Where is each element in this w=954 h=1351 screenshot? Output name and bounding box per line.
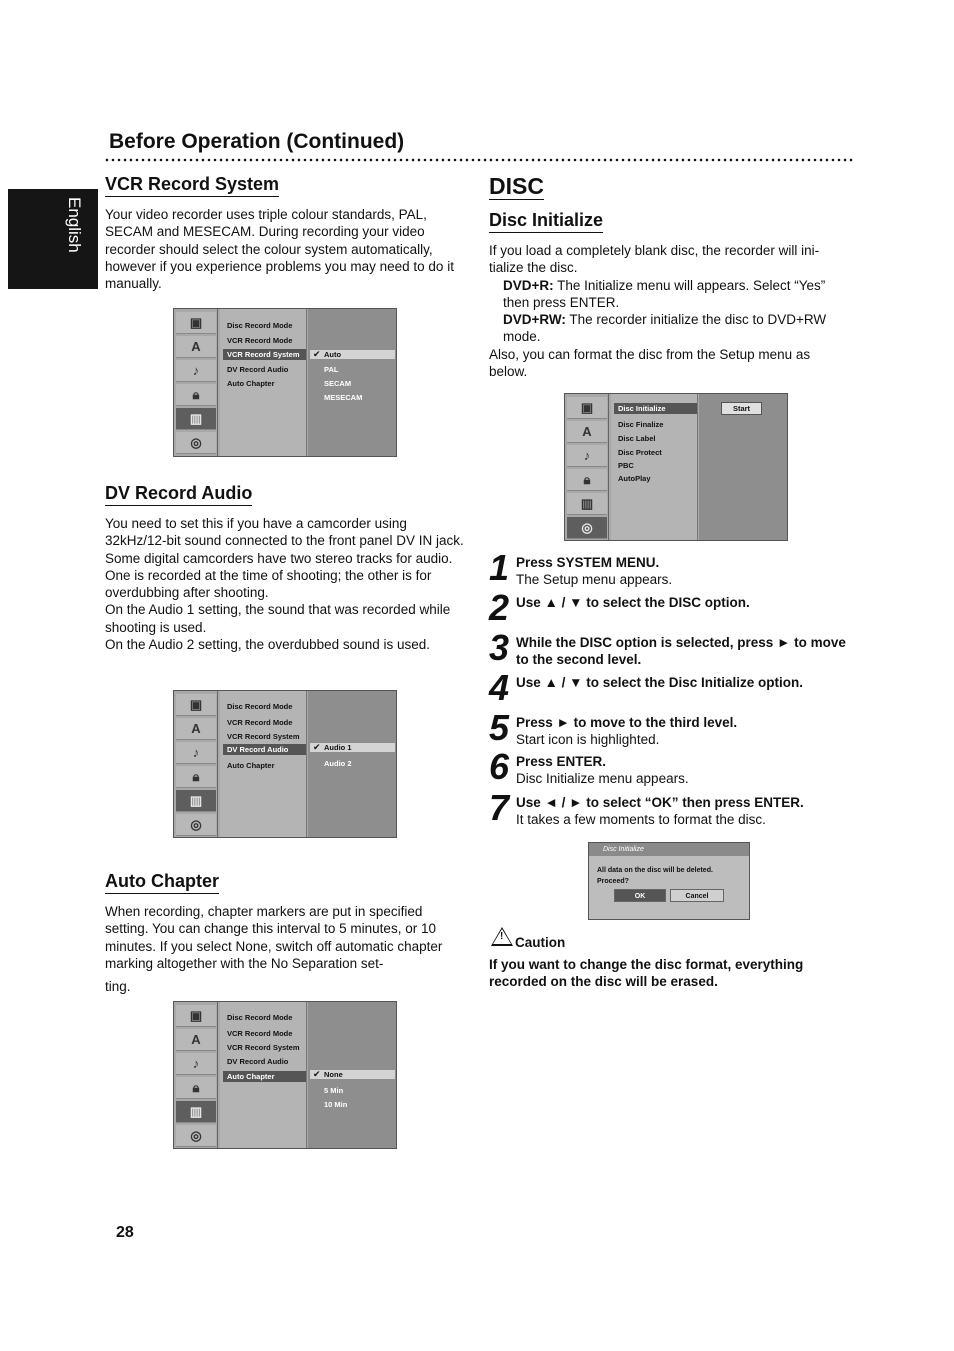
menu-icon-column: [174, 691, 218, 837]
audio-icon: ♪: [567, 445, 607, 467]
dvdr-text: The Initialize menu will appears. Select “Yes” then press ENTER.: [503, 277, 826, 310]
language-icon: A: [176, 718, 216, 740]
recording-icon: ▥: [176, 790, 216, 812]
menu-item: AutoPlay: [618, 474, 651, 483]
step-number: 2: [489, 587, 508, 628]
recording-icon: ▥: [567, 493, 607, 515]
disc-heading: DISC: [489, 173, 544, 199]
check-icon: ✔: [313, 349, 321, 359]
step-number: 4: [489, 667, 508, 708]
menu-option: PAL: [324, 365, 339, 374]
step-instruction: Use ▲ / ▼ to select the Disc Initialize option.: [516, 675, 804, 690]
lock-icon: 🔒︎: [567, 469, 607, 491]
menu-item: DV Record Audio: [227, 1057, 289, 1066]
audio-icon: ♪: [176, 360, 216, 382]
start-button: Start: [721, 402, 762, 415]
menu-item: Auto Chapter: [227, 379, 275, 388]
menu-option-selected: None: [310, 1070, 395, 1079]
lock-icon: 🔒︎: [176, 766, 216, 788]
lock-icon: 🔒︎: [176, 384, 216, 406]
step-number: 6: [489, 746, 508, 787]
menu-icon-column: [174, 309, 218, 456]
menu-item-selected: DV Record Audio: [223, 744, 306, 755]
disc-outro: Also, you can format the disc from the Setup menu as below.: [489, 346, 811, 380]
menu-option: Audio 2: [324, 759, 352, 768]
menu-item: Disc Record Mode: [227, 321, 293, 330]
menu-item-selected: Disc Initialize: [614, 403, 697, 414]
page-title: Before Operation (Continued): [109, 130, 405, 153]
menu-item: VCR Record System: [227, 732, 300, 741]
menu-options-column: [308, 691, 396, 837]
step-text: [516, 554, 846, 589]
cancel-button: Cancel: [670, 889, 724, 902]
caution-text: If you want to change the disc format, everything recorded on the disc will be erased.: [489, 957, 804, 990]
dv-record-audio-line: On the Audio 2 setting, the overdubbed sound is used.: [105, 637, 430, 653]
caution-label: Caution: [515, 935, 566, 950]
menu-item: Disc Label: [618, 434, 656, 443]
step-instruction: Press ► to move to the third level.: [516, 715, 738, 730]
disc-initialize-body: [489, 242, 851, 380]
dv-record-audio-body: [105, 515, 469, 653]
lock-icon: 🔒︎: [176, 1077, 216, 1099]
step-result: Disc Initialize menu appears.: [516, 771, 689, 787]
audio-icon: ♪: [176, 1053, 216, 1075]
menu-item: Auto Chapter: [227, 761, 275, 770]
tv-icon: ▣: [176, 312, 216, 334]
menu-item: Disc Record Mode: [227, 702, 293, 711]
step-instruction: Use ▲ / ▼ to select the DISC option.: [516, 595, 750, 610]
audio-icon: ♪: [176, 742, 216, 764]
step-text: [516, 794, 846, 829]
menu-option: 5 Min: [324, 1086, 344, 1095]
dialog-message: [597, 865, 713, 887]
step-instruction: While the DISC option is selected, press ► to move to the second level.: [516, 635, 846, 668]
tv-icon: ▣: [567, 397, 607, 419]
menu-item: Disc Protect: [618, 448, 662, 457]
menu-options-column: [308, 309, 396, 456]
language-icon: A: [176, 1029, 216, 1051]
dvdrw-label: DVD+RW:: [503, 312, 566, 328]
warning-icon: !: [491, 927, 513, 946]
dvdr-paragraph: [489, 277, 851, 312]
disc-icon: ◎: [567, 517, 607, 539]
disc-icon: ◎: [176, 814, 216, 836]
disc-initialize-heading: Disc Initialize: [489, 210, 603, 233]
menu-option-selected: Audio 1: [310, 743, 395, 752]
menu-icon-column: [565, 394, 609, 540]
ok-button: OK: [614, 889, 666, 902]
vcr-record-system-body: Your video recorder uses triple colour standards, PAL, SECAM and MESECAM. During recording your video recorder should select the colour system automatically, however if you experience problems you may need to do it manually.: [105, 207, 454, 292]
disc-initialize-menu: [564, 393, 788, 541]
step-result: It takes a few moments to format the disc.: [516, 812, 766, 828]
menu-options-column: [699, 394, 787, 540]
menu-icon-column: [174, 1002, 218, 1148]
vcr-record-system-heading: VCR Record System: [105, 174, 279, 197]
menu-item: VCR Record Mode: [227, 1029, 293, 1038]
menu-item: Disc Record Mode: [227, 1013, 293, 1022]
disc-intro: If you load a completely blank disc, the recorder will ini-tialize the disc.: [489, 243, 820, 276]
menu-item: PBC: [618, 461, 634, 470]
menu-option: SECAM: [324, 379, 352, 388]
step-number: 3: [489, 627, 508, 668]
dv-record-audio-heading: DV Record Audio: [105, 483, 252, 506]
dvdr-label: DVD+R:: [503, 277, 554, 293]
dvdrw-text: The recorder initialize the disc to DVD+RW mode.: [503, 312, 827, 345]
step-text: [516, 594, 846, 611]
auto-chapter-heading: Auto Chapter: [105, 871, 219, 894]
step-instruction: Use ◄ / ► to select “OK” then press ENTER.: [516, 795, 804, 810]
step-number: 7: [489, 787, 508, 828]
menu-item-selected: Auto Chapter: [223, 1071, 306, 1082]
dvdrw-paragraph: [489, 311, 851, 346]
menu-option: 10 Min: [324, 1100, 348, 1109]
step-text: [516, 753, 846, 788]
recording-icon: ▥: [176, 1101, 216, 1123]
dv-record-audio-menu: [173, 690, 397, 838]
dialog-title: Disc Initialize: [589, 843, 749, 856]
step-text: [516, 714, 846, 749]
menu-item: VCR Record Mode: [227, 336, 293, 345]
check-icon: ✔: [313, 1069, 321, 1079]
menu-item: DV Record Audio: [227, 365, 289, 374]
menu-item: VCR Record Mode: [227, 718, 293, 727]
disc-initialize-dialog: [588, 842, 750, 920]
tv-icon: ▣: [176, 1005, 216, 1027]
step-instruction: Press ENTER.: [516, 754, 607, 769]
menu-item-selected: VCR Record System: [223, 349, 306, 360]
language-icon: A: [176, 336, 216, 358]
language-label: English: [65, 197, 84, 253]
step-instruction: Press SYSTEM MENU.: [516, 555, 660, 570]
step-result: Start icon is highlighted.: [516, 732, 660, 748]
dialog-message-line: All data on the disc will be deleted.: [597, 867, 713, 874]
dv-record-audio-line: On the Audio 1 setting, the sound that was recorded while shooting is used.: [105, 602, 451, 635]
dv-record-audio-line: Some digital camcorders have two stereo tracks for audio. One is recorded at the time of shooting; the other is for overdubbing after shooting.: [105, 550, 453, 601]
title-divider: [104, 158, 854, 162]
menu-item: VCR Record System: [227, 1043, 300, 1052]
step-number: 5: [489, 707, 508, 748]
step-result: The Setup menu appears.: [516, 572, 673, 588]
dv-record-audio-line: You need to set this if you have a camcorder using 32kHz/12-bit sound connected to the front panel DV IN jack.: [105, 516, 464, 549]
auto-chapter-body-end: ting.: [105, 979, 131, 994]
menu-item: Disc Finalize: [618, 420, 664, 429]
disc-icon: ◎: [176, 432, 216, 454]
step-text: [516, 634, 846, 669]
disc-icon: ◎: [176, 1125, 216, 1147]
step-text: [516, 674, 846, 691]
language-icon: A: [567, 421, 607, 443]
auto-chapter-body: When recording, chapter markers are put in specified setting. You can change this interval to 5 minutes, or 10 minutes. If you select None, switch off automatic chapter marking altogether with the No Separation set-: [105, 904, 443, 971]
menu-option: MESECAM: [324, 393, 363, 402]
recording-icon: ▥: [176, 408, 216, 430]
language-tab: [8, 189, 98, 289]
vcr-record-system-menu: [173, 308, 397, 457]
step-number: 1: [489, 547, 508, 588]
check-icon: ✔: [313, 742, 321, 752]
page-number: 28: [116, 1224, 134, 1241]
tv-icon: ▣: [176, 694, 216, 716]
menu-option-selected: Auto: [310, 350, 395, 359]
auto-chapter-menu: [173, 1001, 397, 1149]
dialog-message-line: Proceed?: [597, 878, 629, 885]
